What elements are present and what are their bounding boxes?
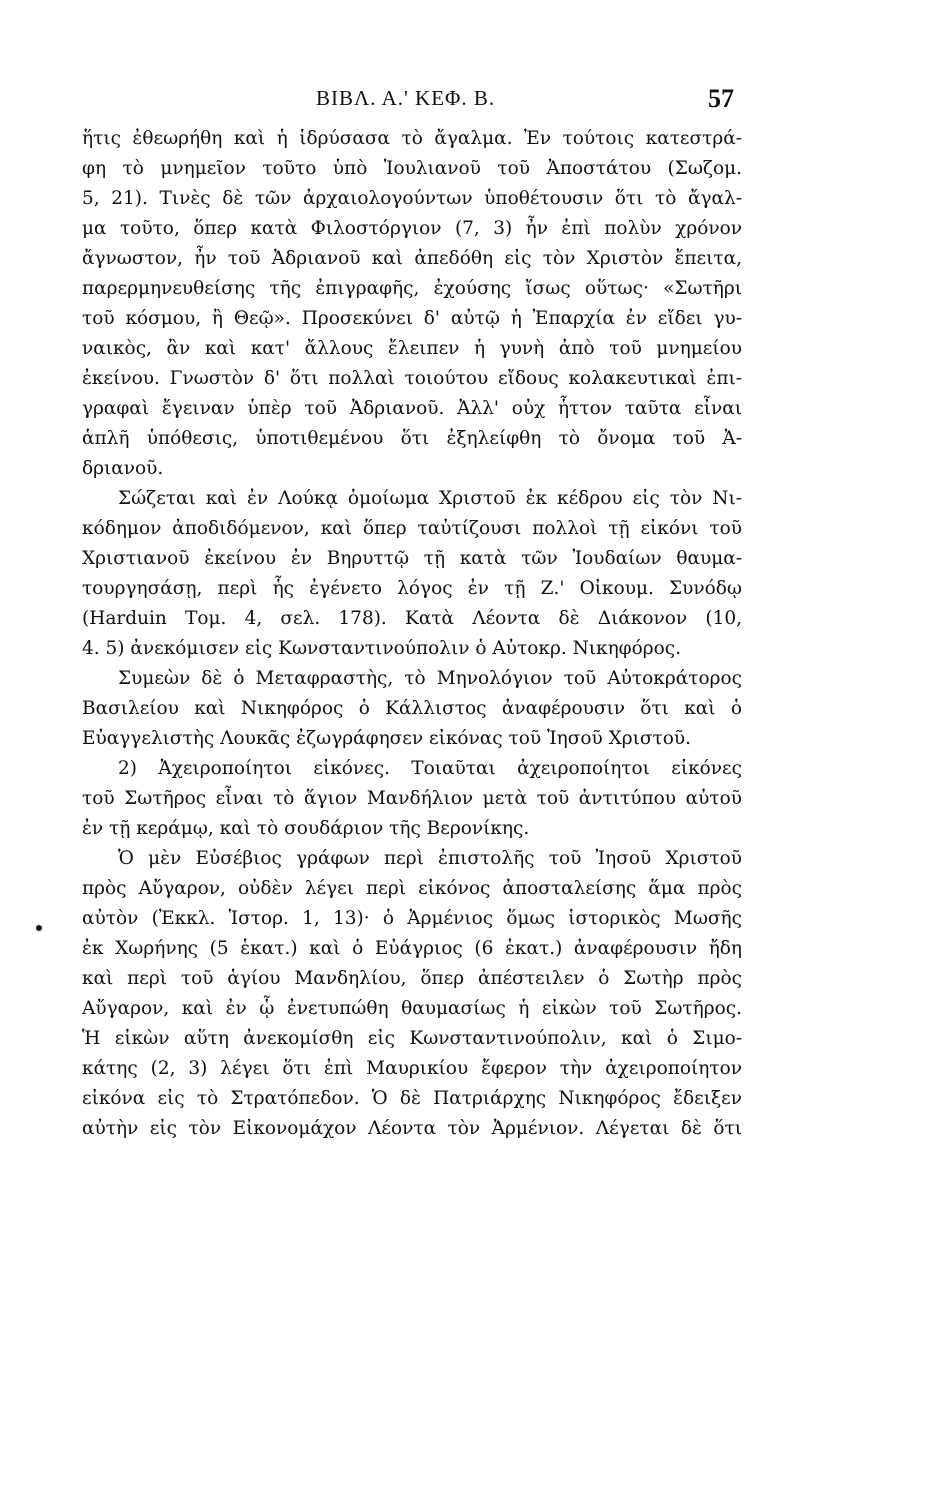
- text-line: κάτης (2, 3) λέγει ὅτι ἐπὶ Μαυρικίου ἔφερον τὴν ἀχειροποίητον: [82, 1058, 742, 1079]
- text-line: ναικὸς, ἂν καὶ κατ' ἄλλους ἔλειπεν ἡ γυνὴ ἀπὸ τοῦ μνημείου: [82, 338, 742, 359]
- text-line: Σώζεται καὶ ἐν Λούκᾳ ὁμοίωμα Χριστοῦ ἐκ κέδρου εἰς τὸν Νι-: [118, 488, 742, 509]
- text-line: πρὸς Αὔγαρον, οὐδὲν λέγει περὶ εἰκόνος ἀποσταλείσης ἅμα πρὸς: [82, 878, 742, 899]
- text-line: (Harduin Τομ. 4, σελ. 178). Κατὰ Λέοντα δὲ Διάκονον (10,: [82, 608, 742, 629]
- text-line: παρερμηνευθείσης τῆς ἐπιγραφῆς, ἐχούσης ἴσως οὕτως· «Σωτῆρι: [82, 278, 742, 299]
- running-head: ΒΙΒΛ. Α.' ΚΕΦ. Β.: [316, 86, 496, 110]
- text-line: Χριστιανοῦ ἐκείνου ἐν Βηρυττῷ τῇ κατὰ τῶν Ἰουδαίων θαυμα-: [82, 548, 742, 569]
- text-line: Ὁ μὲν Εὐσέβιος γράφων περὶ ἐπιστολῆς τοῦ Ἰησοῦ Χριστοῦ: [118, 848, 742, 869]
- body-text: [82, 124, 742, 1144]
- margin-dot: [36, 925, 42, 931]
- text-line: δριανοῦ.: [82, 458, 164, 479]
- text-line: εἰκόνα εἰς τὸ Στρατόπεδον. Ὁ δὲ Πατριάρχης Νικηφόρος ἔδειξεν: [82, 1088, 742, 1109]
- text-line: γραφαὶ ἔγειναν ὑπὲρ τοῦ Ἀδριανοῦ. Ἀλλ' οὐχ ἧττον ταῦτα εἶναι: [82, 398, 742, 419]
- text-line: Ἡ εἰκὼν αὕτη ἀνεκομίσθη εἰς Κωνσταντινούπολιν, καὶ ὁ Σιμο-: [82, 1028, 742, 1049]
- text-line: Αὔγαρον, καὶ ἐν ᾧ ἐνετυπώθη θαυμασίως ἡ εἰκὼν τοῦ Σωτῆρος.: [82, 998, 742, 1019]
- text-line: ἐκείνου. Γνωστὸν δ' ὅτι πολλαὶ τοιούτου εἴδους κολακευτικαὶ ἐπι-: [82, 368, 742, 389]
- text-line: 5, 21). Τινὲς δὲ τῶν ἀρχαιολογούντων ὑποθέτουσιν ὅτι τὸ ἄγαλ-: [82, 188, 742, 209]
- text-line: τουργησάσῃ, περὶ ἧς ἐγένετο λόγος ἐν τῇ Ζ.' Οἰκουμ. Συνόδῳ: [82, 578, 742, 599]
- text-line: τοῦ Σωτῆρος εἶναι τὸ ἅγιον Μανδήλιον μετὰ τοῦ ἀντιτύπου αὐτοῦ: [82, 788, 742, 809]
- text-line: ἥτις ἐθεωρήθη καὶ ἡ ἱδρύσασα τὸ ἄγαλμα. Ἐν τούτοις κατεστρά-: [82, 128, 742, 149]
- text-line: αὐτὸν (Ἐκκλ. Ἱστορ. 1, 13)· ὁ Ἀρμένιος ὅμως ἱστορικὸς Μωσῆς: [82, 908, 742, 929]
- text-line: 2) Ἀχειροποίητοι εἰκόνες. Τοιαῦται ἀχειροποίητοι εἰκόνες: [118, 758, 742, 779]
- text-line: Εὐαγγελιστὴς Λουκᾶς ἐζωγράφησεν εἰκόνας τοῦ Ἰησοῦ Χριστοῦ.: [82, 728, 692, 749]
- text-line: Συμεὼν δὲ ὁ Μεταφραστὴς, τὸ Μηνολόγιον τοῦ Αὐτοκράτορος: [118, 668, 742, 689]
- text-line: ἁπλῆ ὑπόθεσις, ὑποτιθεμένου ὅτι ἐξηλείφθη τὸ ὄνομα τοῦ Ἀ-: [82, 428, 742, 449]
- text-line: αὐτὴν εἰς τὸν Εἰκονομάχον Λέοντα τὸν Ἀρμένιον. Λέγεται δὲ ὅτι: [82, 1118, 742, 1139]
- text-line: καὶ περὶ τοῦ ἁγίου Μανδηλίου, ὅπερ ἀπέστειλεν ὁ Σωτὴρ πρὸς: [82, 968, 742, 989]
- text-line: μα τοῦτο, ὅπερ κατὰ Φιλοστόργιον (7, 3) ἦν ἐπὶ πολὺν χρόνον: [82, 218, 742, 239]
- text-line: ἐκ Χωρήνης (5 ἑκατ.) καὶ ὁ Εὐάγριος (6 ἑκατ.) ἀναφέρουσιν ἤδη: [82, 938, 742, 959]
- text-line: ἄγνωστον, ἦν τοῦ Ἀδριανοῦ καὶ ἀπεδόθη εἰς τὸν Χριστὸν ἔπειτα,: [82, 248, 742, 269]
- text-line: τοῦ κόσμου, ἢ Θεῷ». Προσεκύνει δ' αὐτῷ ἡ Ἐπαρχία ἐν εἴδει γυ-: [82, 308, 742, 329]
- text-line: 4. 5) ἀνεκόμισεν εἰς Κωνσταντινούπολιν ὁ Αὐτοκρ. Νικηφόρος.: [82, 638, 682, 659]
- text-line: ἐν τῇ κεράμῳ, καὶ τὸ σουδάριον τῆς Βερονίκης.: [82, 818, 530, 839]
- text-line: Βασιλείου καὶ Νικηφόρος ὁ Κάλλιστος ἀναφέρουσιν ὅτι καὶ ὁ: [82, 698, 742, 719]
- text-line: φη τὸ μνημεῖον τοῦτο ὑπὸ Ἰουλιανοῦ τοῦ Ἀποστάτου (Σωζομ.: [82, 158, 742, 179]
- page-number: 57: [708, 84, 734, 113]
- text-line: κόδημον ἀποδιδόμενον, καὶ ὅπερ ταὐτίζουσι πολλοὶ τῇ εἰκόνι τοῦ: [82, 518, 742, 539]
